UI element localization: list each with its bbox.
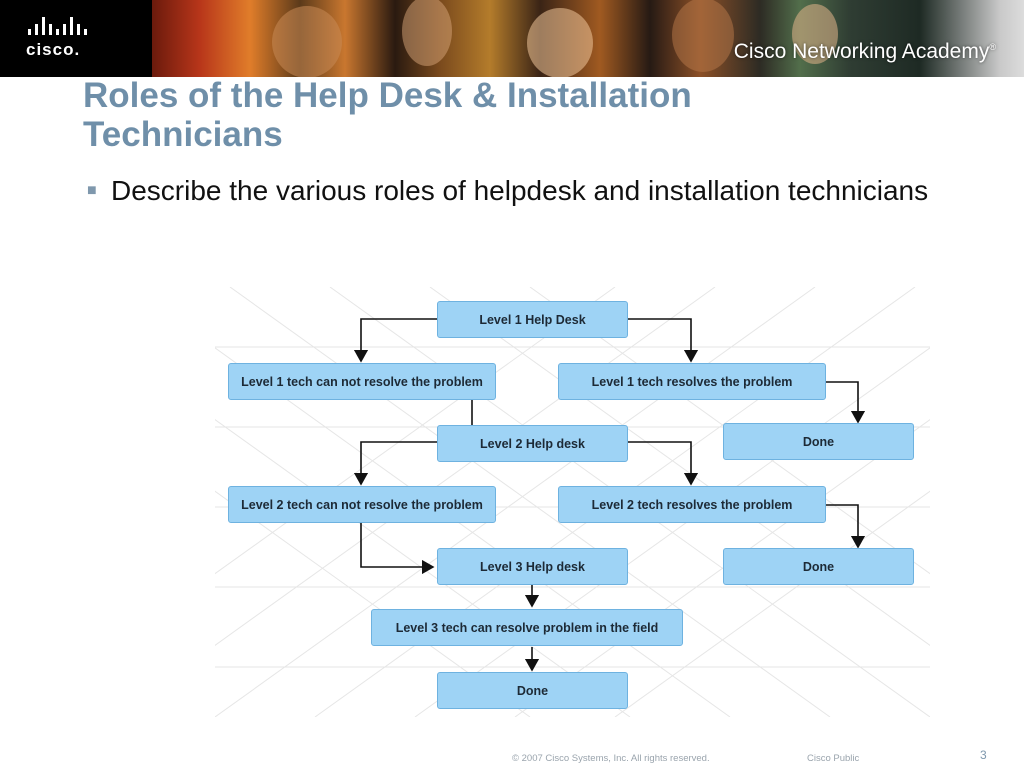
done-box-3: Done: [437, 672, 628, 709]
slide-title: Roles of the Help Desk & Installation Technicians: [83, 76, 692, 154]
done-box-1: Done: [723, 423, 914, 460]
level2-not-resolve-box: Level 2 tech can not resolve the problem: [228, 486, 496, 523]
level3-help-desk-box: Level 3 Help desk: [437, 548, 628, 585]
banner-photo-collage: [152, 0, 1024, 77]
bullet-marker-icon: ■: [87, 182, 97, 199]
copyright-notice: © 2007 Cisco Systems, Inc. All rights reserved.: [512, 753, 710, 764]
level1-help-desk-box: Level 1 Help Desk: [437, 301, 628, 338]
level2-resolves-box: Level 2 tech resolves the problem: [558, 486, 826, 523]
helpdesk-flow-diagram: [215, 287, 930, 717]
classification-label: Cisco Public: [807, 753, 860, 764]
level2-help-desk-box: Level 2 Help desk: [437, 425, 628, 462]
cisco-bars-icon: [28, 17, 87, 35]
cisco-logo: [0, 0, 152, 77]
level1-not-resolve-box: Level 1 tech can not resolve the problem: [228, 363, 496, 400]
level1-resolves-box: Level 1 tech resolves the problem: [558, 363, 826, 400]
networking-academy-label: Cisco Networking Academy®: [733, 40, 996, 63]
cisco-logo-text: cisco.: [26, 40, 81, 59]
done-box-2: Done: [723, 548, 914, 585]
header-banner: [0, 0, 1024, 77]
level3-field-box: Level 3 tech can resolve problem in the field: [371, 609, 683, 646]
bullet-text: Describe the various roles of helpdesk and installation technicians: [111, 175, 929, 206]
bullet-item: [87, 172, 967, 210]
page-number: 3: [980, 748, 987, 762]
